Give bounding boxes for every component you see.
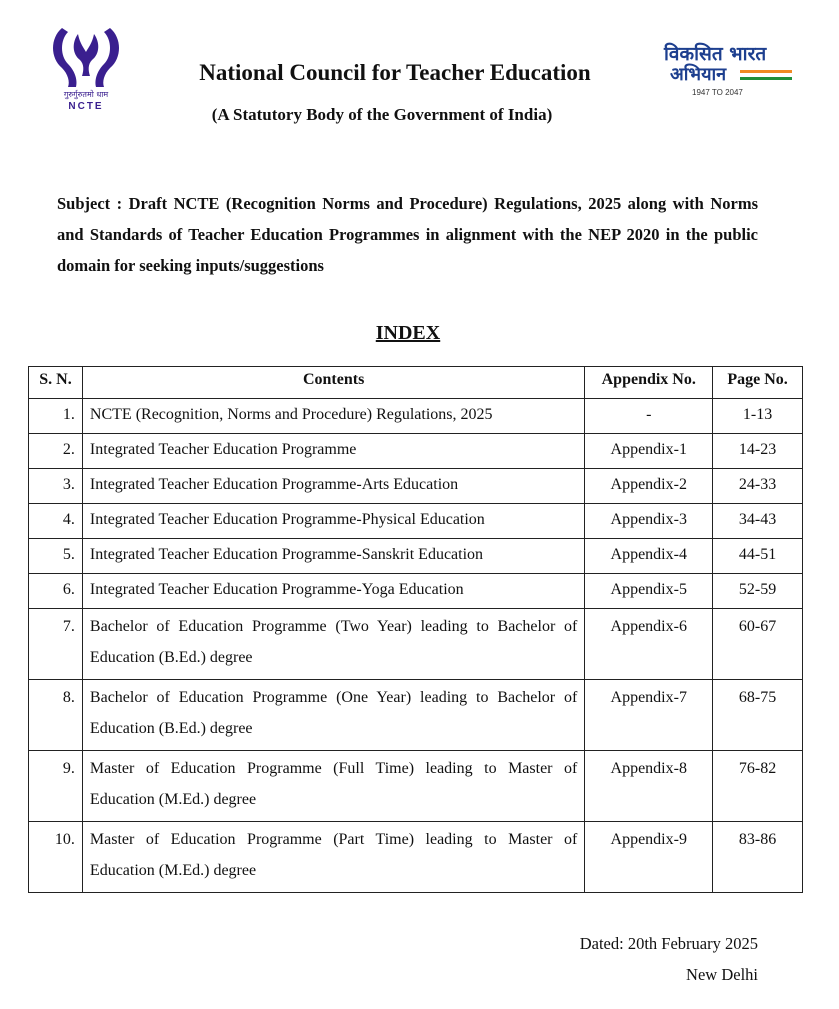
row-content: Bachelor of Education Programme (One Year) leading to Bachelor of Education (B.Ed.) degree [82,680,584,751]
row-appendix: Appendix-7 [585,680,713,751]
table-row [29,822,803,893]
row-sn: 7. [29,609,83,680]
green-stripe [740,77,792,80]
row-appendix: Appendix-5 [585,574,713,609]
row-sn: 9. [29,751,83,822]
row-pages: 1-13 [713,399,803,434]
date-line: Dated: 20th February 2025 [579,934,758,953]
row-appendix: Appendix-3 [585,504,713,539]
table-row [29,504,803,539]
row-pages: 34-43 [713,504,803,539]
row-content: Master of Education Programme (Part Time) leading to Master of Education (M.Ed.) degree [82,822,584,893]
row-pages: 52-59 [713,574,803,609]
row-appendix: Appendix-1 [585,434,713,469]
row-sn: 6. [29,574,83,609]
page-title: National Council for Teacher Education [199,60,591,85]
row-sn: 5. [29,539,83,574]
campaign-logo-years: 1947 TO 2047 [692,88,743,97]
table-header-row [29,367,803,399]
table-row [29,469,803,504]
row-appendix: Appendix-4 [585,539,713,574]
index-heading: INDEX [375,322,441,344]
row-pages: 68-75 [713,680,803,751]
table-row [29,680,803,751]
page-subtitle: (A Statutory Body of the Government of India) [211,105,553,124]
row-pages: 24-33 [713,469,803,504]
column-header-appendix: Appendix No. [585,367,713,399]
column-header-sn: S. N. [29,367,83,399]
campaign-logo-line1: विकसित भारत [664,43,767,65]
table-row [29,574,803,609]
row-sn: 2. [29,434,83,469]
viksit-bharat-logo [664,40,798,100]
row-appendix: - [585,399,713,434]
row-pages: 76-82 [713,751,803,822]
subject-paragraph: Subject : Draft NCTE (Recognition Norms and Procedure) Regulations, 2025 along with Norms and Standards of Teacher Education Programmes in alignment with the NEP 2020 in the public domain for seeking inputs/suggestions [57,194,758,275]
ncte-logo-abbr: NCTE [68,101,104,112]
row-content: NCTE (Recognition, Norms and Procedure) Regulations, 2025 [82,399,584,434]
row-content: Master of Education Programme (Full Time) leading to Master of Education (M.Ed.) degree [82,751,584,822]
row-appendix: Appendix-8 [585,751,713,822]
row-content: Bachelor of Education Programme (Two Year) leading to Bachelor of Education (B.Ed.) degree [82,609,584,680]
row-sn: 4. [29,504,83,539]
row-pages: 83-86 [713,822,803,893]
ncte-logo-tagline: गुरुर्गुरुतमो धाम [63,90,109,99]
row-appendix: Appendix-9 [585,822,713,893]
column-header-page: Page No. [713,367,803,399]
row-appendix: Appendix-6 [585,609,713,680]
row-content: Integrated Teacher Education Programme-Arts Education [82,469,584,504]
row-content: Integrated Teacher Education Programme-Yoga Education [82,574,584,609]
table-row [29,751,803,822]
campaign-logo-line2: अभियान [670,64,727,85]
saffron-stripe [740,70,792,73]
row-content: Integrated Teacher Education Programme-Sanskrit Education [82,539,584,574]
place-line: New Delhi [686,965,758,984]
row-pages: 14-23 [713,434,803,469]
row-appendix: Appendix-2 [585,469,713,504]
row-content: Integrated Teacher Education Programme-Physical Education [82,504,584,539]
index-table [28,366,803,893]
row-pages: 44-51 [713,539,803,574]
row-sn: 8. [29,680,83,751]
table-row [29,609,803,680]
column-header-contents: Contents [82,367,584,399]
row-content: Integrated Teacher Education Programme [82,434,584,469]
row-sn: 1. [29,399,83,434]
table-row [29,434,803,469]
row-sn: 10. [29,822,83,893]
row-pages: 60-67 [713,609,803,680]
table-row [29,539,803,574]
table-row [29,399,803,434]
row-sn: 3. [29,469,83,504]
